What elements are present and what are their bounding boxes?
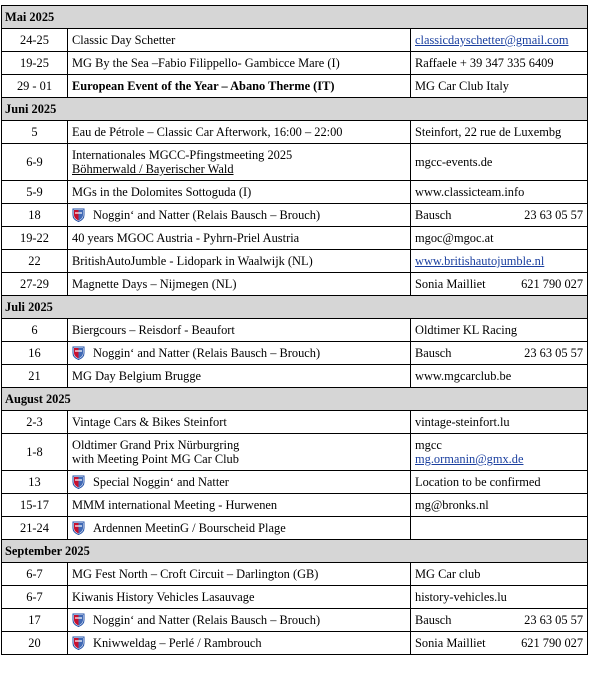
month-header: Juli 2025 [2,296,588,319]
event-row [2,471,588,494]
event-title: European Event of the Year – Abano Therme (IT) [72,79,335,93]
contact-phone: 621 790 027 [521,636,584,650]
contact-line [415,346,583,360]
event-row [2,52,588,75]
contact-email-link[interactable]: mg.ormanin@gmx.de [415,452,524,466]
event-date: 5 [2,121,68,144]
event-contact-cell [411,563,588,586]
event-contact-cell [411,273,588,296]
event-contact-cell [411,319,588,342]
event-date: 24-25 [2,29,68,52]
contact-name: Sonia Mailliet [415,636,486,650]
event-row [2,144,588,181]
event-title-cell [68,75,411,98]
contact-name: Bausch [415,613,452,627]
event-contact-cell [411,586,588,609]
event-title-cell [68,517,411,540]
event-title-cell [68,586,411,609]
month-header: September 2025 [2,540,588,563]
month-header: Juni 2025 [2,98,588,121]
event-title-cell [68,273,411,296]
event-date: 29 - 01 [2,75,68,98]
event-row [2,181,588,204]
event-date: 6-9 [2,144,68,181]
contact-name: mgcc [415,438,442,452]
event-title: Noggin‘ and Natter (Relais Bausch – Brouch) [93,613,321,627]
event-title: Magnette Days – Nijmegen (NL) [72,277,237,291]
event-contact-cell [411,471,588,494]
contact-text: MG Car club [415,567,481,581]
month-header-row [2,296,588,319]
event-row [2,434,588,471]
event-contact-cell [411,365,588,388]
club-shield-icon [72,475,85,489]
event-title: MG Day Belgium Brugge [72,369,202,383]
event-title: Kiwanis History Vehicles Lasauvage [72,590,255,604]
event-date: 20 [2,632,68,655]
contact-text: Oldtimer KL Racing [415,323,518,337]
event-contact-cell [411,181,588,204]
event-title: Special Noggin‘ and Natter [93,475,229,489]
event-contact-cell [411,517,588,540]
event-date: 6-7 [2,563,68,586]
contact-text: www.classicteam.info [415,185,525,199]
contact-link[interactable]: classicdayschetter@gmail.com [415,33,569,47]
event-date: 6 [2,319,68,342]
event-row [2,29,588,52]
event-contact-cell [411,411,588,434]
event-title-cell [68,411,411,434]
event-title-cell [68,181,411,204]
event-contact-cell [411,250,588,273]
contact-link[interactable]: www.britishautojumble.nl [415,254,545,268]
month-header-row [2,98,588,121]
club-shield-icon [72,346,85,360]
event-date: 6-7 [2,586,68,609]
contact-name: Sonia Mailliet [415,277,486,291]
event-contact-cell [411,609,588,632]
event-title-cell [68,204,411,227]
event-contact-cell [411,144,588,181]
event-title-cell [68,342,411,365]
contact-text: history-vehicles.lu [415,590,507,604]
contact-phone: 621 790 027 [521,277,584,291]
event-title: Ardennen MeetinG / Bourscheid Plage [93,521,286,535]
event-title: 40 years MGOC Austria - Pyhrn-Priel Austria [72,231,300,245]
contact-text: Location to be confirmed [415,475,541,489]
contact-text: vintage-steinfort.lu [415,415,510,429]
event-contact-cell [411,227,588,250]
event-date: 19-25 [2,52,68,75]
event-title-cell [68,250,411,273]
event-contact-cell [411,204,588,227]
event-title-cell [68,494,411,517]
event-contact-cell [411,75,588,98]
contact-text: mgoc@mgoc.at [415,231,494,245]
event-row [2,204,588,227]
event-title-cell [68,365,411,388]
event-title: Biergcours – Reisdorf - Beaufort [72,323,235,337]
event-date: 17 [2,609,68,632]
event-row [2,365,588,388]
events-table-body [2,6,588,655]
contact-line [415,613,583,627]
contact-line [415,208,583,222]
event-title: MMM international Meeting - Hurwenen [72,498,278,512]
event-row [2,319,588,342]
event-date: 15-17 [2,494,68,517]
contact-phone: 23 63 05 57 [524,208,584,222]
event-title: Internationales MGCC-Pfingstmeeting 2025 [72,148,293,162]
event-date: 16 [2,342,68,365]
month-header-row [2,6,588,29]
event-title-cell [68,434,411,471]
events-table [1,5,588,655]
event-contact-cell [411,121,588,144]
event-title-cell [68,471,411,494]
event-row [2,411,588,434]
event-title-cell [68,563,411,586]
contact-name: Bausch [415,208,452,222]
event-date: 13 [2,471,68,494]
event-title: Eau de Pétrole – Classic Car Afterwork, 16:00 – 22:00 [72,125,343,139]
event-row [2,342,588,365]
event-title-cell [68,121,411,144]
contact-phone: 23 63 05 57 [524,346,584,360]
event-row [2,75,588,98]
event-contact-cell [411,632,588,655]
event-contact-cell [411,52,588,75]
event-title-cell [68,29,411,52]
contact-text: www.mgcarclub.be [415,369,512,383]
event-row [2,494,588,517]
event-title: Noggin‘ and Natter (Relais Bausch – Brouch) [93,208,321,222]
event-row [2,586,588,609]
event-row [2,227,588,250]
event-date: 19-22 [2,227,68,250]
event-title: MGs in the Dolomites Sottoguda (I) [72,185,252,199]
contact-line [415,277,583,291]
event-title: Noggin‘ and Natter (Relais Bausch – Brouch) [93,346,321,360]
event-title-cell [68,144,411,181]
event-title: BritishAutoJumble - Lidopark in Waalwijk (NL) [72,254,313,268]
contact-name: Bausch [415,346,452,360]
event-subtitle: Böhmerwald / Bayerischer Wald [72,162,234,176]
event-title-cell [68,52,411,75]
club-shield-icon [72,521,85,535]
contact-text: Steinfort, 22 rue de Luxembg [415,125,562,139]
contact-text: mgcc-events.de [415,155,493,169]
event-title: MG Fest North – Croft Circuit – Darlington (GB) [72,567,319,581]
event-row [2,609,588,632]
event-title-cell [68,319,411,342]
event-date: 18 [2,204,68,227]
event-date: 21 [2,365,68,388]
club-shield-icon [72,636,85,650]
event-title: Vintage Cars & Bikes Steinfort [72,415,227,429]
month-header-row [2,388,588,411]
event-title: MG By the Sea –Fabio Filippello- Gambicce Mare (I) [72,56,340,70]
contact-text: MG Car Club Italy [415,79,509,93]
club-shield-icon [72,613,85,627]
event-date: 27-29 [2,273,68,296]
event-row [2,563,588,586]
event-date: 21-24 [2,517,68,540]
month-header: August 2025 [2,388,588,411]
contact-text: Raffaele + 39 347 335 6409 [415,56,554,70]
event-date: 5-9 [2,181,68,204]
event-contact-cell [411,342,588,365]
contact-line [415,636,583,650]
event-title: Oldtimer Grand Prix Nürburgring [72,438,240,452]
contact-phone: 23 63 05 57 [524,613,584,627]
event-contact-cell [411,434,588,471]
event-title-cell [68,609,411,632]
event-row [2,121,588,144]
month-header-row [2,540,588,563]
event-title-cell [68,227,411,250]
event-date: 1-8 [2,434,68,471]
event-date: 22 [2,250,68,273]
event-contact-cell [411,29,588,52]
month-header: Mai 2025 [2,6,588,29]
event-title: Classic Day Schetter [72,33,176,47]
contact-text: mg@bronks.nl [415,498,489,512]
event-row [2,250,588,273]
event-date: 2-3 [2,411,68,434]
event-contact-cell [411,494,588,517]
event-title: Kniwweldag – Perlé / Rambrouch [93,636,262,650]
event-title-cell [68,632,411,655]
event-subtitle: with Meeting Point MG Car Club [72,452,239,466]
club-shield-icon [72,208,85,222]
event-row [2,273,588,296]
event-row [2,632,588,655]
event-row [2,517,588,540]
